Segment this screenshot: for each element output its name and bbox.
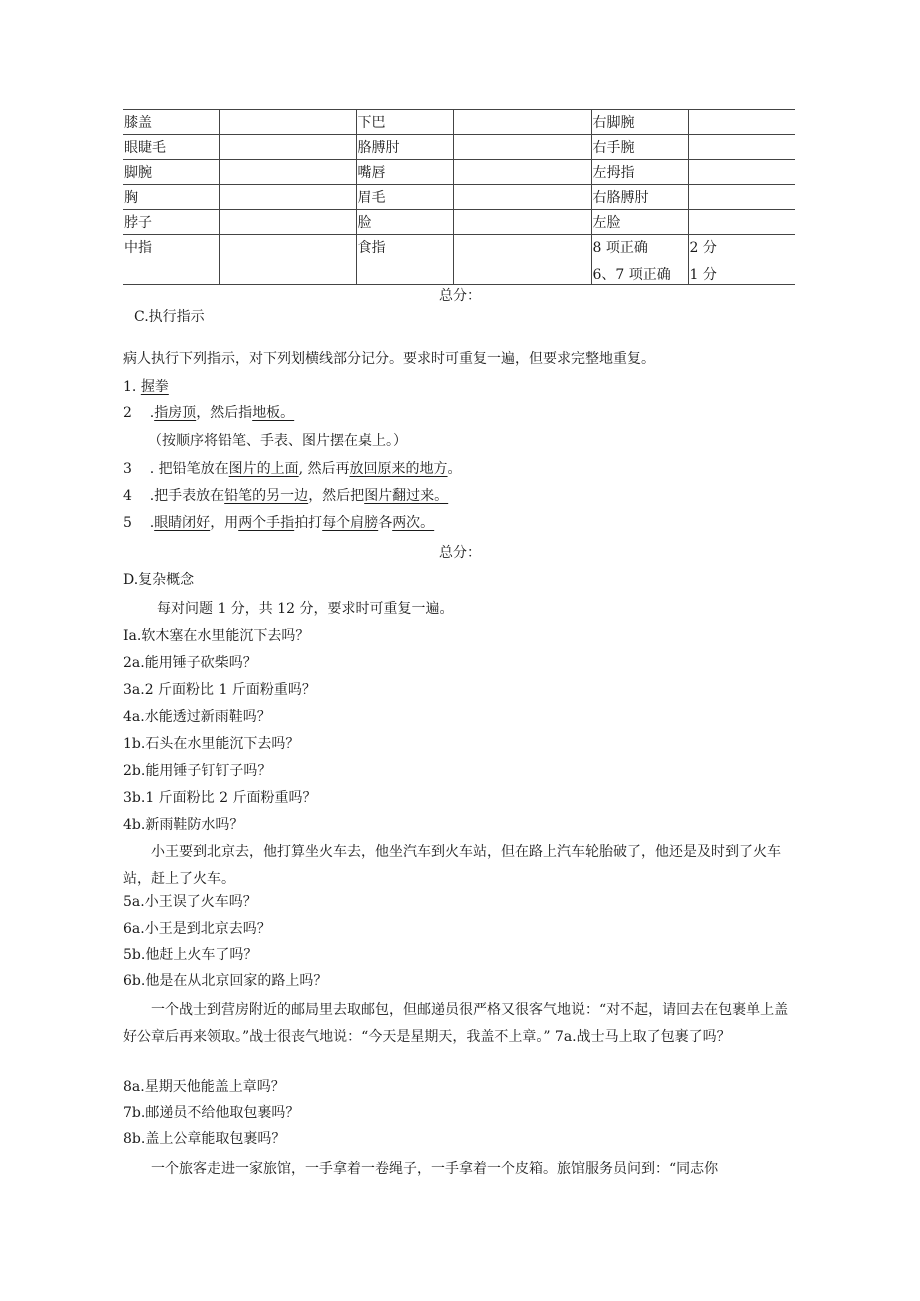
instruction-5: 5 .眼睛闭好，用两个手指拍打每个肩膀各两次。: [123, 515, 435, 531]
section-c-intro: 病人执行下列指示，对下列划横线部分记分。要求时可重复一遍，但要求完整地重复。: [123, 351, 655, 367]
instruction-3: 3 . 把铅笔放在图片的上面, 然后再放回原来的地方。: [123, 461, 462, 477]
points-1: 1 分: [689, 267, 717, 283]
table-cell: 膝盖: [123, 110, 219, 135]
question: 4b.新雨鞋防水吗？: [123, 817, 244, 833]
story-paragraph: 一个战士到营房附近的邮局里去取邮包，但邮递员很严格又很客气地说：“对不起，请回去在包裹单上盖好公章后再来领取。”战士很丧气地说：“今天是星期天，我盖不上章。” 7a.战士马上取了包裹了吗？: [123, 1002, 789, 1045]
table-cell: 脚腕: [123, 160, 219, 185]
table-row: [123, 235, 795, 285]
score-cell: [688, 185, 795, 210]
table-cell: 嘴唇: [356, 160, 453, 185]
table-cell: 眉毛: [356, 185, 453, 210]
section-d-intro: 每对问题 1 分，共 12 分，要求时可重复一遍。: [157, 601, 454, 617]
scoring-rule-8: 8 项正确: [592, 240, 648, 256]
question: 7b.邮递员不给他取包裹吗？: [123, 1105, 300, 1121]
scoring-points-cell: [688, 235, 795, 285]
score-cell: [219, 110, 356, 135]
scoring-rule-cell: [591, 235, 688, 285]
score-cell: [219, 185, 356, 210]
score-cell: [688, 160, 795, 185]
table-row: [123, 210, 795, 235]
question: 2b.能用锤子钉钉子吗？: [123, 763, 272, 779]
question: 8a.星期天他能盖上章吗？: [123, 1079, 285, 1095]
section-c-heading: C.执行指示: [134, 309, 205, 325]
total-score-label: 总分：: [439, 545, 481, 561]
score-cell: [453, 210, 591, 235]
story-paragraph: 小王要到北京去，他打算坐火车去，他坐汽车到火车站，但在路上汽车轮胎破了，他还是及时到了火车站，赶上了火车。: [123, 844, 781, 887]
score-cell: [219, 135, 356, 160]
total-score-label: 总分：: [439, 288, 481, 304]
points-2: 2 分: [689, 240, 717, 256]
table-cell: 脸: [356, 210, 453, 235]
question: 6b.他是在从北京回家的路上吗？: [123, 973, 328, 989]
table-cell: 胳膊肘: [356, 135, 453, 160]
table-cell: 右脚腕: [591, 110, 688, 135]
score-cell: [453, 235, 591, 285]
table-cell: 下巴: [356, 110, 453, 135]
scoring-rule-6-7: 6、7 项正确: [592, 267, 671, 283]
score-cell: [688, 135, 795, 160]
table-cell: 脖子: [123, 210, 219, 235]
table-cell: 右手腕: [591, 135, 688, 160]
story-paragraph: 一个旅客走进一家旅馆，一手拿着一卷绳子，一手拿着一个皮箱。旅馆服务员问到：“同志你: [151, 1161, 719, 1177]
score-cell: [453, 110, 591, 135]
question: 6a.小王是到北京去吗？: [123, 921, 271, 937]
table-cell: 左拇指: [591, 160, 688, 185]
body-parts-table: [123, 109, 795, 285]
question: Ia.软木塞在水里能沉下去吗？: [123, 628, 310, 644]
score-cell: [219, 210, 356, 235]
score-cell: [453, 135, 591, 160]
score-cell: [219, 235, 356, 285]
score-cell: [453, 185, 591, 210]
score-cell: [453, 160, 591, 185]
table-row: [123, 110, 795, 135]
table-row: [123, 135, 795, 160]
table-cell: 食指: [356, 235, 453, 285]
table-row: [123, 160, 795, 185]
instruction-note: （按顺序将铅笔、手表、图片摆在桌上。）: [148, 433, 407, 449]
question: 4a.水能透过新雨鞋吗？: [123, 709, 271, 725]
table-row: [123, 185, 795, 210]
score-cell: [688, 110, 795, 135]
question: 2a.能用锤子砍柴吗？: [123, 655, 257, 671]
table-cell: 右胳膊肘: [591, 185, 688, 210]
score-cell: [219, 160, 356, 185]
score-cell: [688, 210, 795, 235]
question: 5b.他赶上火车了吗？: [123, 947, 258, 963]
section-d-heading: D.复杂概念: [123, 572, 195, 588]
question: 3b.1 斤面粉比 2 斤面粉重吗？: [123, 790, 317, 806]
question: 8b.盖上公章能取包裹吗？: [123, 1131, 286, 1147]
instruction-1: 1. 握拳: [123, 379, 169, 395]
instruction-4: 4 .把手表放在铅笔的另一边，然后把图片翻过来。: [123, 488, 449, 504]
table-cell: 眼睫毛: [123, 135, 219, 160]
table-cell: 中指: [123, 235, 219, 285]
table-cell: 胸: [123, 185, 219, 210]
question: 1b.石头在水里能沉下去吗？: [123, 736, 300, 752]
table-cell: 左脸: [591, 210, 688, 235]
question: 5a.小王误了火车吗？: [123, 894, 257, 910]
instruction-2: 2 .指房顶，然后指地板。: [123, 405, 295, 421]
question: 3a.2 斤面粉比 1 斤面粉重吗？: [123, 682, 316, 698]
